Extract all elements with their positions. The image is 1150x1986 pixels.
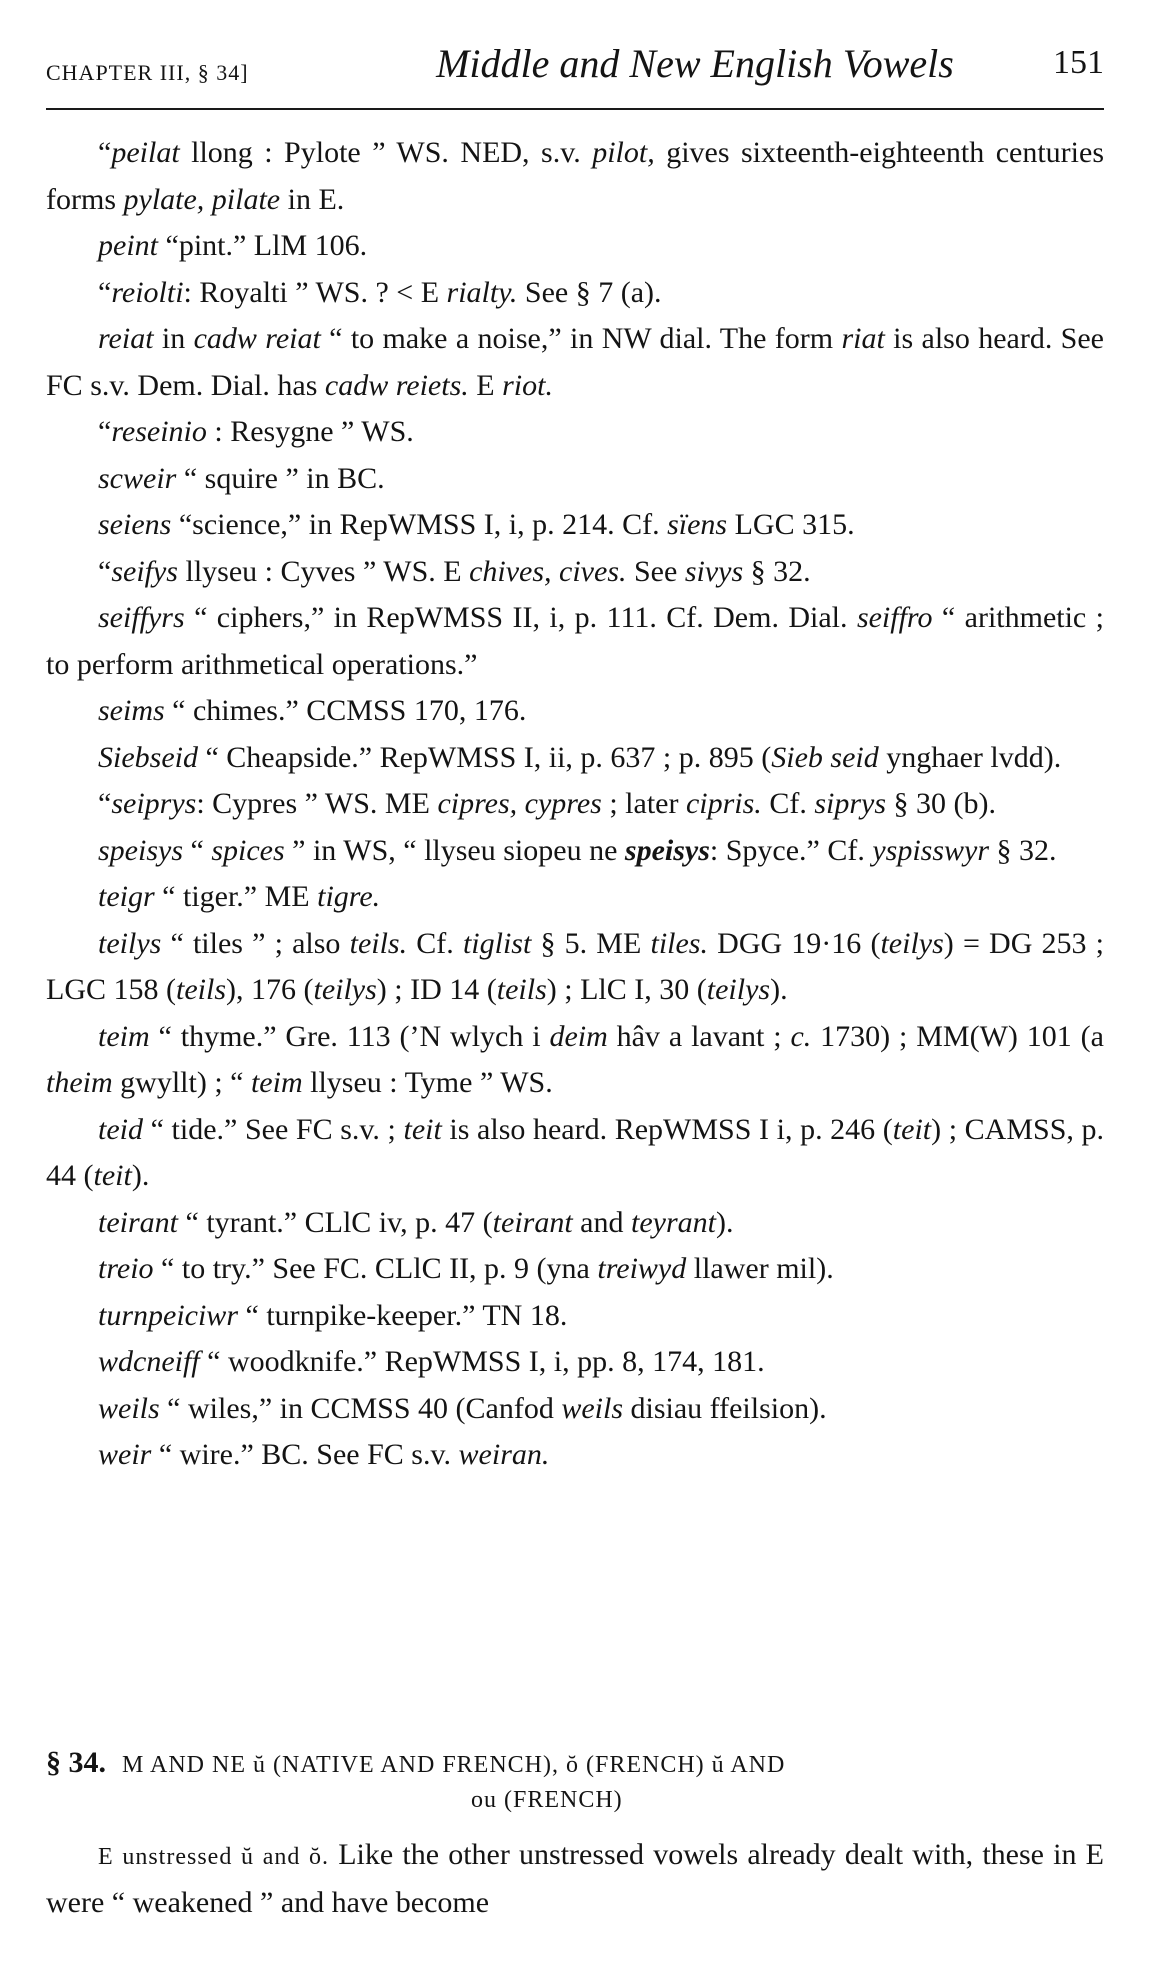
word-entry bbox=[46, 688, 1104, 735]
entry-text: § 32. bbox=[743, 554, 811, 588]
word-entries bbox=[46, 130, 1104, 1479]
entry-text: § 30 (b). bbox=[886, 787, 996, 820]
entry-italic-term: weils bbox=[98, 1391, 160, 1425]
entry-text: ), 176 ( bbox=[226, 973, 314, 1006]
entry-text: See bbox=[626, 554, 685, 588]
entry-italic-term: theim bbox=[46, 1066, 113, 1099]
entry-italic-term: treio bbox=[98, 1252, 154, 1285]
entry-italic-term: c. bbox=[790, 1019, 812, 1053]
running-header bbox=[46, 40, 1104, 96]
entry-italic-term: teilys bbox=[313, 973, 377, 1006]
entry-text: llawer mil). bbox=[686, 1252, 834, 1285]
entry-italic-term: yspisswyr bbox=[872, 833, 990, 867]
section-number: § 34. bbox=[46, 1746, 106, 1779]
entry-italic-term: turnpeiciwr bbox=[98, 1298, 238, 1332]
entry-text: : Royalti ” WS. ? < E bbox=[183, 275, 447, 309]
entry-italic-term: teid bbox=[98, 1112, 143, 1146]
entry-text: DGG 19·16 ( bbox=[707, 926, 881, 960]
entry-text: “ to try.” See FC. CLlC II, p. 9 (yna bbox=[153, 1252, 598, 1285]
entry-italic-term: teit bbox=[403, 1112, 442, 1146]
entry-italic-term: pylate, pilate bbox=[123, 182, 281, 216]
entry-text: is also heard. See FC s.v. Dem. Dial. has bbox=[46, 322, 1104, 402]
entry-italic-term: teyrant bbox=[631, 1205, 716, 1239]
word-entry bbox=[46, 1200, 1104, 1247]
word-entry bbox=[46, 1339, 1104, 1386]
entry-italic-term: chives, cives. bbox=[469, 554, 627, 588]
entry-italic-term: teirant bbox=[98, 1205, 178, 1239]
entry-italic-term: reiat bbox=[98, 322, 154, 355]
entry-italic-term: weir bbox=[98, 1438, 152, 1471]
entry-text: “ bbox=[98, 787, 112, 820]
entry-text: “ bbox=[98, 136, 112, 169]
word-entry bbox=[46, 409, 1104, 456]
entry-italic-term: tiles. bbox=[650, 926, 708, 960]
entry-italic-term: teirant bbox=[492, 1205, 573, 1239]
entry-text: gwyllt) ; “ bbox=[112, 1066, 251, 1099]
entry-text: ynghaer lvdd). bbox=[878, 740, 1062, 774]
entry-text: “ squire ” in BC. bbox=[176, 461, 385, 495]
entry-italic-term: teit bbox=[892, 1112, 932, 1146]
entry-italic-term: peilat bbox=[111, 136, 180, 169]
entry-text: LGC 315. bbox=[727, 508, 855, 541]
entry-italic-term: peint bbox=[98, 229, 158, 262]
entry-text: ) ; CAMSS, p. 44 ( bbox=[46, 1112, 1105, 1192]
entry-text: ). bbox=[770, 973, 788, 1006]
entry-text: “ Cheapside.” RepWMSS I, ii, p. 637 ; p. 895 ( bbox=[197, 740, 772, 774]
word-entry bbox=[46, 1432, 1104, 1479]
word-entry bbox=[46, 1246, 1104, 1293]
entry-italic-term: spices bbox=[211, 833, 285, 867]
entry-text: llyseu : Tyme ” WS. bbox=[302, 1066, 553, 1099]
entry-italic-term: seiprys bbox=[111, 787, 197, 820]
entry-text: is also heard. RepWMSS I i, p. 246 ( bbox=[441, 1112, 893, 1146]
entry-text: “ tiles ” ; also bbox=[161, 926, 350, 960]
running-title: Middle and New English Vowels bbox=[436, 41, 954, 86]
entry-text: ” in WS, “ llyseu siopeu ne bbox=[284, 833, 625, 867]
entry-italic-term: teils bbox=[176, 973, 226, 1006]
entry-text: “ tyrant.” CLlC iv, p. 47 ( bbox=[178, 1205, 493, 1239]
entry-text: “ wire.” BC. See FC s.v. bbox=[151, 1438, 459, 1471]
word-entry bbox=[46, 456, 1104, 503]
word-entry bbox=[46, 1293, 1104, 1340]
word-entry bbox=[46, 921, 1104, 1014]
paragraph-text: Like the other unstressed vowels already dealt with, these in E were “ weakened ” and have become bbox=[46, 1838, 1104, 1919]
entry-text: “ woodknife.” RepWMSS I, i, pp. 8, 174, 181. bbox=[199, 1345, 765, 1378]
entry-text: E bbox=[468, 368, 503, 402]
word-entry bbox=[46, 1386, 1104, 1433]
entry-italic-term: deim bbox=[549, 1019, 608, 1053]
entry-text: “ to make a noise,” in NW dial. The form bbox=[320, 322, 842, 355]
entry-text: ). bbox=[715, 1205, 734, 1239]
entry-text: § 32. bbox=[989, 833, 1057, 867]
word-entry bbox=[46, 130, 1104, 223]
chapter-reference: CHAPTER III, § 34] bbox=[46, 60, 249, 85]
entry-italic-term: seifys bbox=[111, 554, 178, 588]
entry-italic-term: Sieb seid bbox=[771, 740, 879, 774]
word-entry bbox=[46, 502, 1104, 549]
entry-text: “ tiger.” ME bbox=[154, 880, 318, 913]
entry-text: Cf. bbox=[407, 926, 463, 960]
entry-text: “ arithmetic ; to perform arithmetical operations.” bbox=[46, 601, 1104, 681]
entry-italic-term: reiolti bbox=[111, 275, 184, 309]
word-entry bbox=[46, 1014, 1104, 1107]
paragraph-lead: E unstressed ŭ and ŏ. bbox=[98, 1844, 330, 1870]
entry-text: ) ; LlC I, 30 ( bbox=[546, 973, 707, 1006]
entry-italic-term: teils bbox=[496, 973, 547, 1006]
entry-text: and bbox=[572, 1205, 631, 1239]
entry-text: “pint.” LlM 106. bbox=[158, 229, 368, 262]
word-entry bbox=[46, 223, 1104, 270]
entry-text: “ tide.” See FC s.v. ; bbox=[143, 1112, 404, 1146]
entry-italic-term: sivys bbox=[684, 554, 744, 588]
entry-italic-term: teilys bbox=[706, 973, 771, 1006]
entry-text: llyseu : Cyves ” WS. E bbox=[177, 554, 470, 588]
entry-text: : Cypres ” WS. ME bbox=[196, 787, 438, 820]
entry-text: in E. bbox=[280, 182, 345, 216]
header-rule bbox=[46, 108, 1104, 110]
entry-text: in bbox=[153, 322, 194, 355]
entry-italic-term: sïens bbox=[667, 508, 728, 541]
entry-italic-term: cipris. bbox=[685, 787, 762, 820]
entry-italic-term: scweir bbox=[98, 461, 177, 495]
entry-text: 1730) ; MM(W) 101 (a bbox=[811, 1019, 1104, 1053]
entry-text: ) = DG 253 ; LGC 158 ( bbox=[46, 926, 1105, 1006]
entry-italic-term: cadw reiets. bbox=[324, 368, 469, 402]
entry-text: ; later bbox=[601, 787, 686, 820]
entry-text: : Spyce.” Cf. bbox=[709, 833, 873, 867]
entry-text: ). bbox=[131, 1159, 150, 1192]
entry-italic-term: speisys bbox=[624, 833, 710, 867]
section-heading-line1: M AND NE ŭ (NATIVE AND FRENCH), ŏ (FRENCH) ŭ AND bbox=[122, 1752, 786, 1778]
word-entry bbox=[46, 1107, 1104, 1200]
word-entry bbox=[46, 270, 1104, 317]
entry-italic-term: weiran. bbox=[458, 1438, 550, 1471]
word-entry bbox=[46, 828, 1104, 875]
entry-text: “ turnpike-keeper.” TN 18. bbox=[238, 1298, 568, 1332]
section-heading-line2: ou (FRENCH) bbox=[471, 1787, 623, 1813]
entry-italic-term: wdcneiff bbox=[98, 1345, 200, 1378]
word-entry bbox=[46, 316, 1104, 409]
word-entry bbox=[46, 549, 1104, 596]
entry-text: disiau ffeilsion). bbox=[623, 1391, 827, 1425]
entry-italic-term: cipres, cypres bbox=[437, 787, 602, 820]
entry-italic-term: riot. bbox=[502, 368, 553, 402]
entry-text: : Resygne ” WS. bbox=[206, 415, 414, 448]
entry-italic-term: riat bbox=[841, 322, 885, 355]
entry-italic-term: reseinio bbox=[111, 415, 207, 448]
entry-italic-term: teim bbox=[98, 1019, 150, 1053]
word-entry bbox=[46, 781, 1104, 828]
entry-text: “ bbox=[98, 415, 112, 448]
entry-italic-term: teigr bbox=[98, 880, 155, 913]
entry-italic-term: seiffro bbox=[856, 601, 933, 634]
word-entry bbox=[46, 595, 1104, 688]
entry-italic-term: Siebseid bbox=[98, 740, 198, 774]
entry-text: “ chimes.” CCMSS 170, 176. bbox=[164, 694, 527, 727]
entry-italic-term: teim bbox=[250, 1066, 303, 1099]
section-paragraph bbox=[46, 1832, 1104, 1926]
entry-text: See § 7 (a). bbox=[517, 275, 662, 309]
entry-italic-term: teilys bbox=[880, 926, 944, 960]
entry-italic-term: teit bbox=[93, 1159, 132, 1192]
entry-text: ) ; ID 14 ( bbox=[376, 973, 497, 1006]
entry-text: “ bbox=[98, 554, 112, 588]
word-entry bbox=[46, 874, 1104, 921]
entry-italic-term: tiglist bbox=[462, 926, 532, 960]
entry-text: “ bbox=[98, 275, 112, 309]
entry-italic-term: treiwyd bbox=[597, 1252, 687, 1285]
entry-italic-term: seiens bbox=[98, 508, 172, 541]
entry-italic-term: tigre. bbox=[317, 880, 381, 913]
page-number: 151 bbox=[1053, 44, 1104, 81]
entry-text: Cf. bbox=[761, 787, 815, 820]
entry-text: “ bbox=[183, 833, 212, 867]
entry-italic-term: pilot, bbox=[592, 136, 655, 169]
word-entry bbox=[46, 735, 1104, 782]
entry-italic-term: weils bbox=[561, 1391, 624, 1425]
entry-italic-term: teilys bbox=[98, 926, 162, 960]
entry-italic-term: seiffyrs bbox=[98, 601, 185, 634]
entry-italic-term: teils. bbox=[349, 926, 408, 960]
entry-text: § 5. ME bbox=[531, 926, 651, 960]
entry-text: llong : Pylote ” WS. NED, s.v. bbox=[179, 136, 593, 169]
entry-text: “science,” in RepWMSS I, i, p. 214. Cf. bbox=[171, 508, 668, 541]
entry-italic-term: siprys bbox=[814, 787, 886, 820]
section-heading bbox=[46, 1745, 1104, 1817]
entry-italic-term: rialty. bbox=[446, 275, 518, 309]
entry-italic-term: seims bbox=[98, 694, 165, 727]
entry-italic-term: speisys bbox=[98, 833, 183, 867]
entry-italic-term: cadw reiat bbox=[193, 322, 321, 355]
entry-text: “ ciphers,” in RepWMSS II, i, p. 111. Cf. Dem. Dial. bbox=[184, 601, 857, 634]
entry-text: “ wiles,” in CCMSS 40 (Canfod bbox=[159, 1391, 562, 1425]
entry-text: hâv a lavant ; bbox=[607, 1019, 791, 1053]
entry-text: gives sixteenth-eighteenth centuries forms bbox=[46, 136, 1104, 216]
entry-text: “ thyme.” Gre. 113 (’N wlych i bbox=[149, 1019, 550, 1053]
